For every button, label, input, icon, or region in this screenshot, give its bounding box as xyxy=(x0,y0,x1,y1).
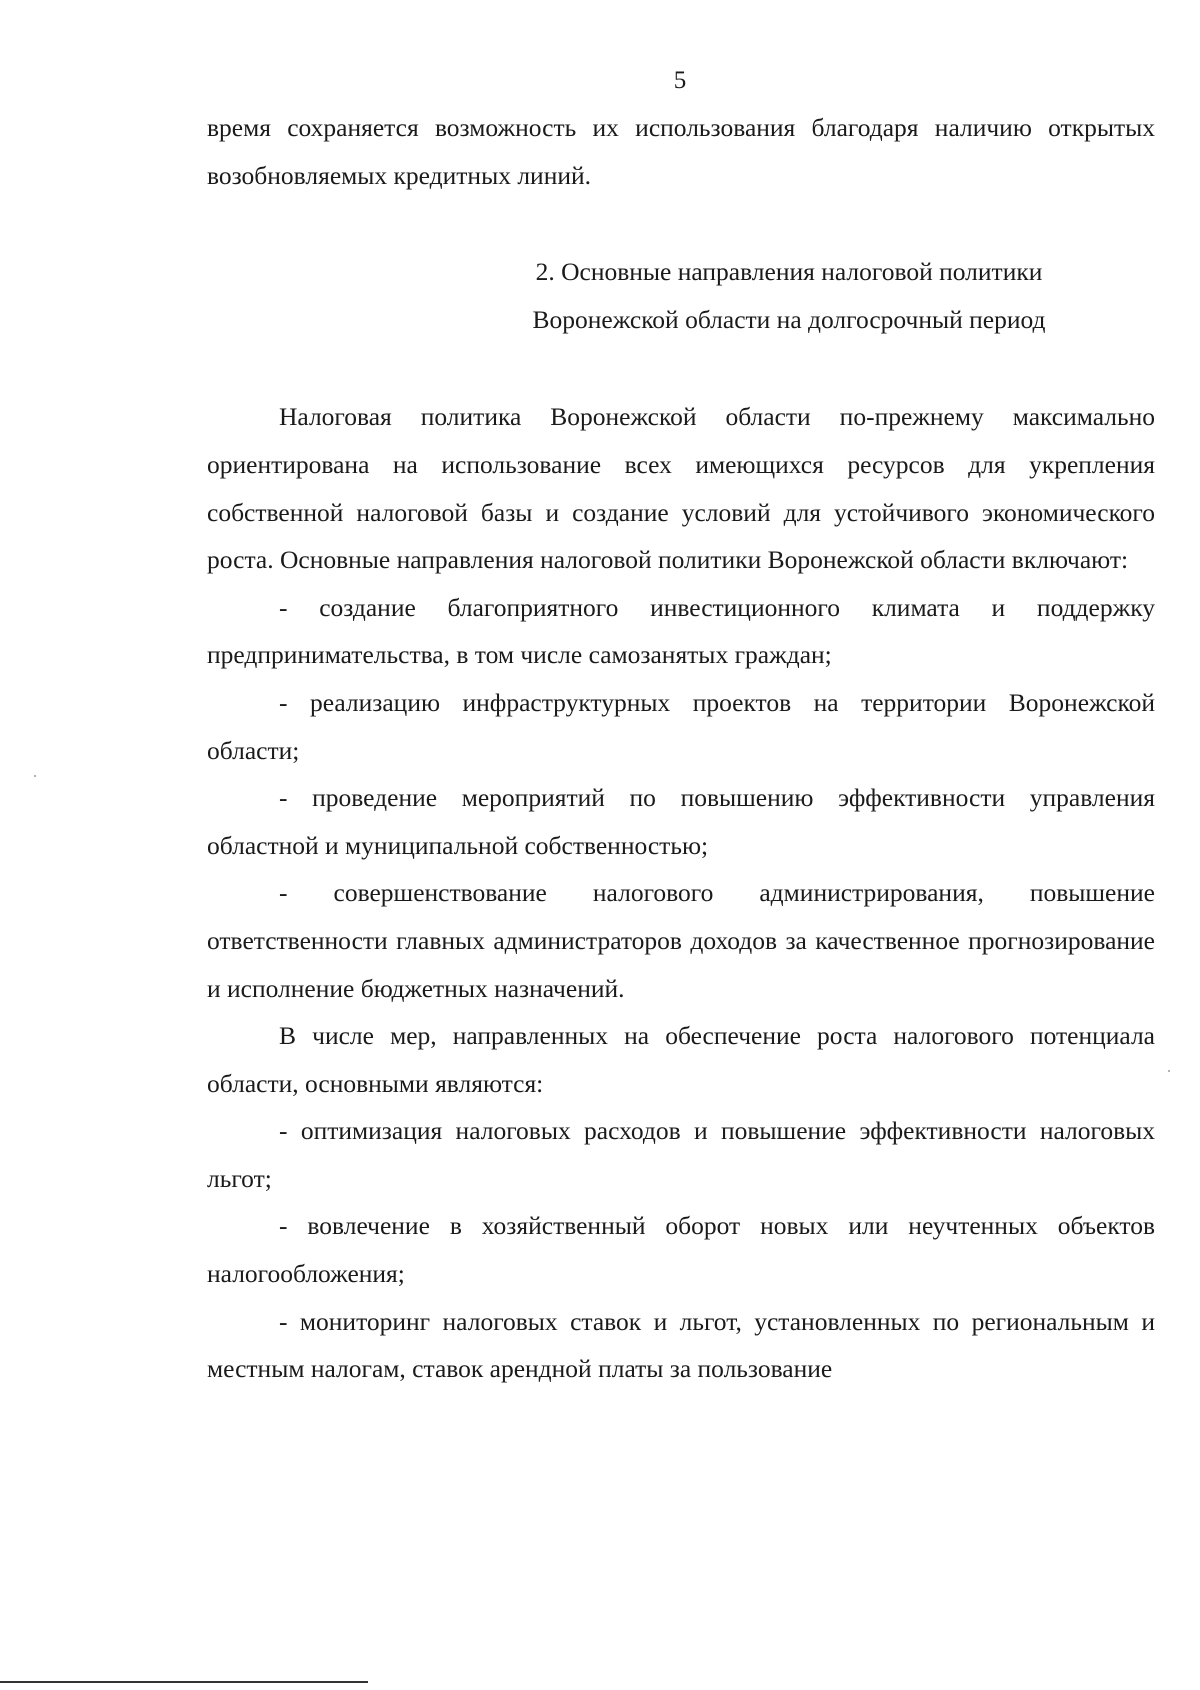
document-body xyxy=(207,104,1155,1393)
intro-paragraph: время сохраняется возможность их использования благодаря наличию открытых возобновляемых кредитных линий. xyxy=(207,113,1155,190)
list-item-property-management: - проведение мероприятий по повышению эффективности управления областной и муниципальной собственностью; xyxy=(207,783,1155,860)
scan-speck xyxy=(34,775,36,777)
page-number: 5 xyxy=(673,67,687,94)
list-item-new-tax-objects: - вовлечение в хозяйственный оборот новых или неучтенных объектов налогообложения; xyxy=(207,1211,1155,1289)
paragraph-tax-potential-measures: В числе мер, направленных на обеспечение роста налогового потенциала области, основными являются: xyxy=(207,1021,1155,1098)
list-item-infrastructure-projects: - реализацию инфраструктурных проектов на территории Воронежской области; xyxy=(207,687,1155,765)
paragraph-tax-policy-overview: Налоговая политика Воронежской области по-прежнему максимально ориентирована на использование всех имеющихся ресурсов для укрепления собственной налоговой базы и создание условий для устойчивого экономического роста. Основные направления налоговой политики Воронежской области включают: xyxy=(207,402,1155,575)
footer-rule xyxy=(0,1681,368,1683)
list-item-rate-monitoring: - мониторинг налоговых ставок и льгот, установленных по региональным и местным налогам, ставок арендной платы за пользование xyxy=(207,1306,1155,1384)
list-item-tax-expenditure-optimization: - оптимизация налоговых расходов и повышение эффективности налоговых льгот; xyxy=(207,1116,1155,1193)
section-heading-line-1: 2. Основные направления налоговой политики xyxy=(535,257,1043,287)
section-heading-line-2: Воронежской области на долгосрочный период xyxy=(532,304,1046,334)
list-item-tax-administration: - совершенствование налогового администрирования, повышение ответственности главных администраторов доходов за качественное прогнозирование и исполнение бюджетных назначений. xyxy=(207,878,1155,1003)
list-item-investment-climate: - создание благоприятного инвестиционного климата и поддержку предпринимательства, в том числе самозанятых граждан; xyxy=(207,592,1155,670)
section-heading xyxy=(207,248,1155,343)
scan-speck xyxy=(1168,1070,1170,1072)
